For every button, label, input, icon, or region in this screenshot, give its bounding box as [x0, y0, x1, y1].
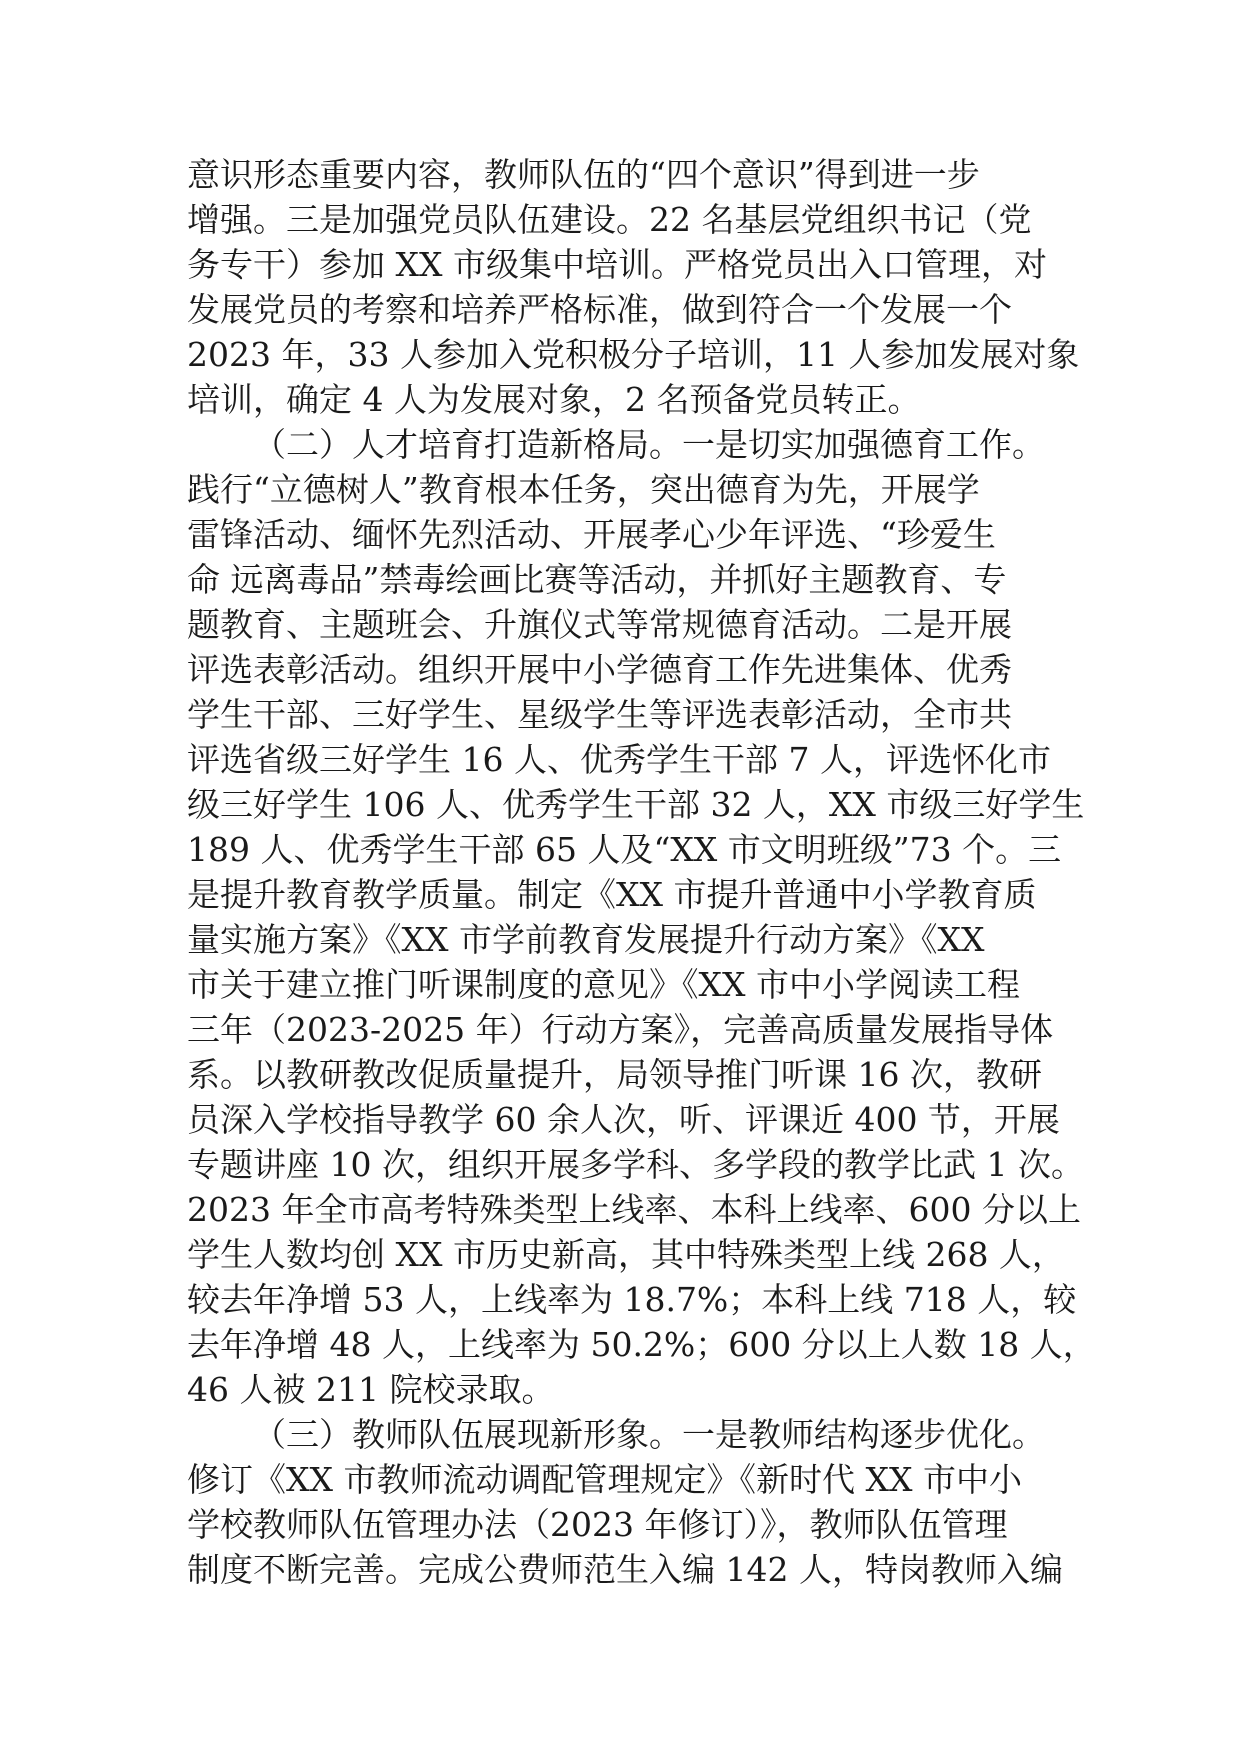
text-line: 较去年净增 53 人，上线率为 18.7%；本科上线 718 人，较: [187, 1280, 1077, 1319]
text-line: 发展党员的考察和培养严格标准，做到符合一个发展一个: [187, 290, 1012, 329]
text-line: 员深入学校指导教学 60 余人次，听、评课近 400 节，开展: [187, 1100, 1060, 1139]
text-line: 学校教师队伍管理办法（2023 年修订）》，教师队伍管理: [187, 1505, 1008, 1544]
text-line: 市关于建立推门听课制度的意见》《XX 市中小学阅读工程: [187, 965, 1020, 1004]
text-line: 量实施方案》《XX 市学前教育发展提升行动方案》《XX: [187, 920, 985, 959]
text-line: 189 人、优秀学生干部 65 人及“XX 市文明班级”73 个。三: [187, 830, 1062, 869]
text-line: 级三好学生 106 人、优秀学生干部 32 人，XX 市级三好学生: [187, 785, 1085, 824]
text-line: 修订《XX 市教师流动调配管理规定》《新时代 XX 市中小: [187, 1460, 1022, 1499]
text-line: 践行“立德树人”教育根本任务，突出德育为先，开展学: [187, 470, 980, 509]
text-line: 三年（2023-2025 年）行动方案》，完善高质量发展指导体: [187, 1010, 1054, 1049]
section-heading-line: （三）教师队伍展现新形象。一是教师结构逐步优化。: [253, 1415, 1045, 1454]
section-heading-line: （二）人才培育打造新格局。一是切实加强德育工作。: [253, 425, 1045, 464]
text-line: 命 远离毒品”禁毒绘画比赛等活动，并抓好主题教育、专: [187, 560, 1007, 599]
text-line: 制度不断完善。完成公费师范生入编 142 人，特岗教师入编: [187, 1550, 1063, 1589]
text-line: 评选省级三好学生 16 人、优秀学生干部 7 人，评选怀化市: [187, 740, 1051, 779]
text-line: 系。以教研教改促质量提升，局领导推门听课 16 次，教研: [187, 1055, 1042, 1094]
text-line: 培训，确定 4 人为发展对象，2 名预备党员转正。: [187, 380, 921, 419]
text-line: 专题讲座 10 次，组织开展多学科、多学段的教学比武 1 次。: [187, 1145, 1084, 1184]
text-line: 46 人被 211 院校录取。: [187, 1370, 555, 1409]
text-line: 雷锋活动、缅怀先烈活动、开展孝心少年评选、“珍爱生: [187, 515, 996, 554]
text-line: 去年净增 48 人，上线率为 50.2%；600 分以上人数 18 人，: [187, 1325, 1096, 1364]
text-line: 题教育、主题班会、升旗仪式等常规德育活动。二是开展: [187, 605, 1012, 644]
body-text: [187, 152, 1096, 1592]
text-line: 2023 年，33 人参加入党积极分子培训，11 人参加发展对象: [187, 335, 1080, 374]
text-line: 学生干部、三好学生、星级学生等评选表彰活动，全市共: [187, 695, 1012, 734]
text-line: 务专干）参加 XX 市级集中培训。严格党员出入口管理，对: [187, 245, 1047, 284]
text-line: 意识形态重要内容，教师队伍的“四个意识”得到进一步: [187, 155, 980, 194]
text-line: 增强。三是加强党员队伍建设。22 名基层党组织书记（党: [187, 200, 1032, 239]
text-line: 是提升教育教学质量。制定《XX 市提升普通中小学教育质: [187, 875, 1037, 914]
text-line: 学生人数均创 XX 市历史新高，其中特殊类型上线 268 人，: [187, 1235, 1065, 1274]
text-line: 评选表彰活动。组织开展中小学德育工作先进集体、优秀: [187, 650, 1012, 689]
text-line: 2023 年全市高考特殊类型上线率、本科上线率、600 分以上: [187, 1190, 1081, 1229]
